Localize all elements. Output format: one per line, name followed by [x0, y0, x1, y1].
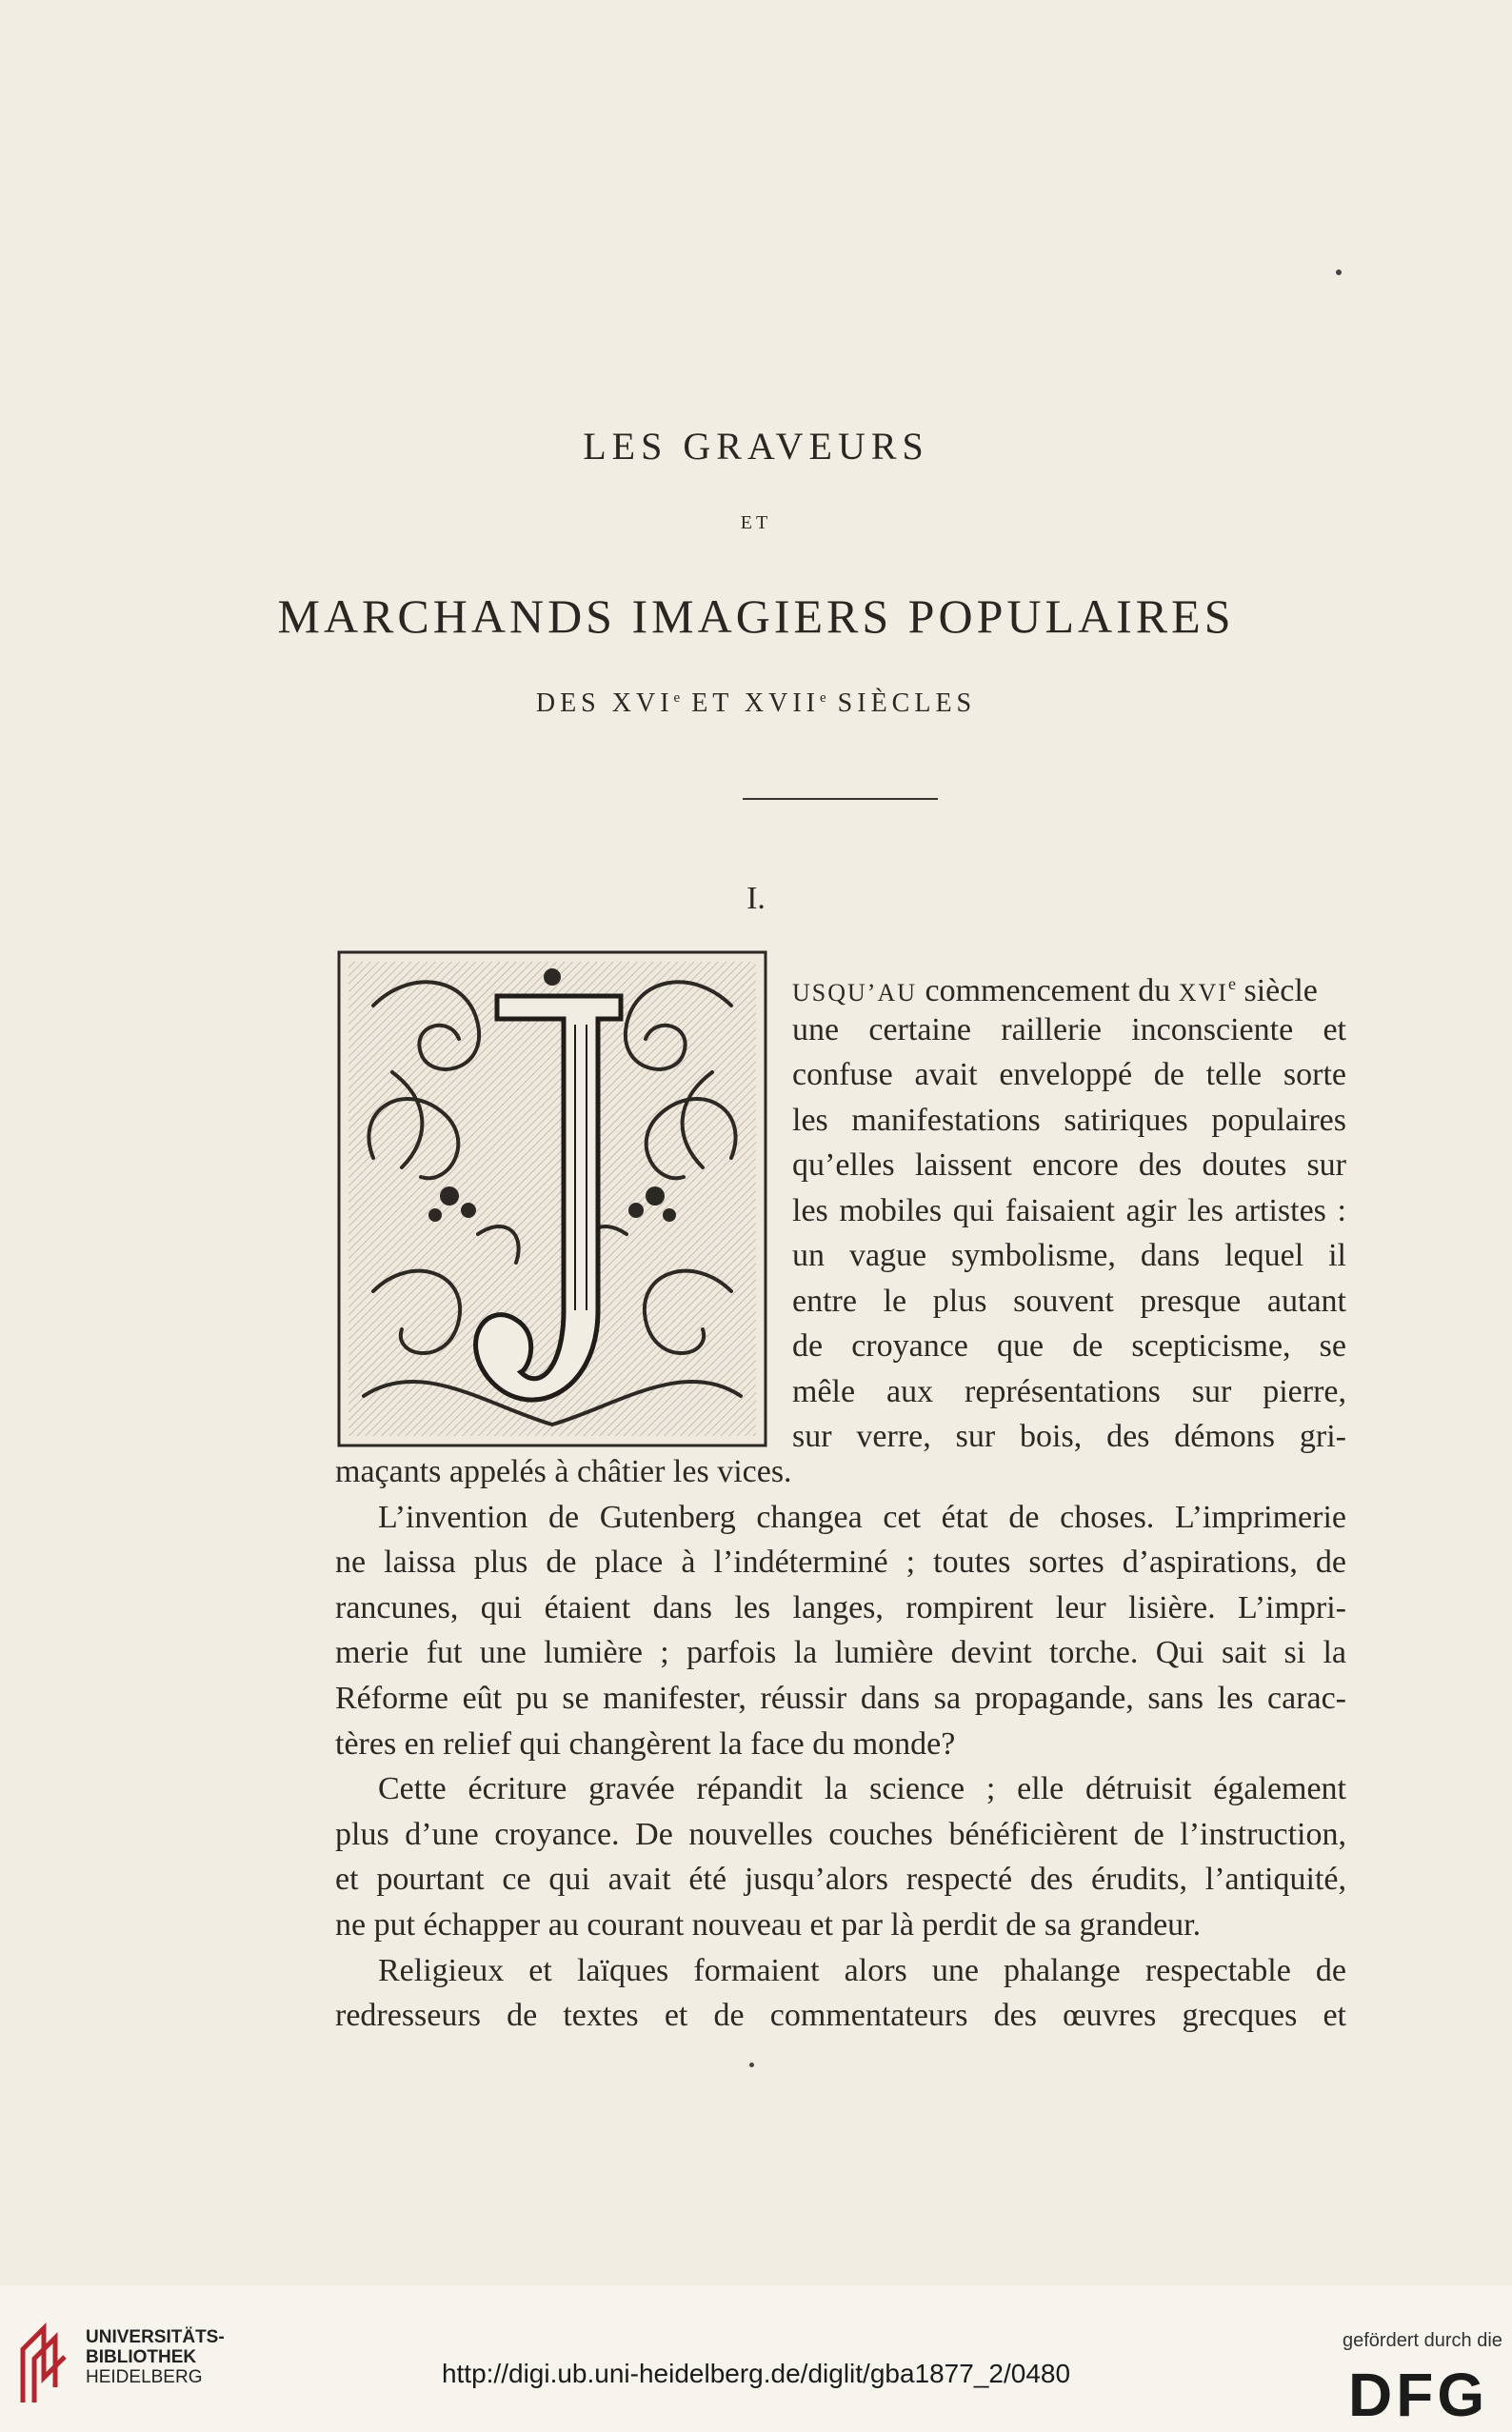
text-line: et pourtant ce qui avait été jusqu’alors respecté des érudits, l’antiquité,: [335, 1862, 1346, 1898]
funding-note: gefördert durch die: [1343, 2330, 1502, 2351]
text-line: USQU’AU commencement du XVIe siècle: [792, 973, 1318, 1007]
text-line: Religieux et laïques formaient alors une phalange respectable de: [378, 1952, 1346, 1988]
text-line: un vague symbolisme, dans lequel il: [792, 1238, 1346, 1273]
opening-paragraph-lead: [792, 962, 1346, 1460]
ornamental-initial-j: [335, 948, 769, 1449]
text-line: confuse avait enveloppé de telle sorte: [792, 1057, 1346, 1092]
title-divider: [743, 798, 938, 800]
text-line: ne put échapper au courant nouveau et par là perdit de sa grandeur.: [335, 1906, 1202, 1943]
text-line: Cette écriture gravée répandit la science ; elle détruisit également: [378, 1771, 1346, 1807]
university-library-name: UNIVERSITÄTS- BIBLIOTHEK HEIDELBERG: [86, 2327, 225, 2387]
text-line: les manifestations satiriques populaires: [792, 1102, 1346, 1138]
dfg-logo: DFG: [1348, 2361, 1489, 2429]
text-line: mêle aux représentations sur pierre,: [792, 1373, 1346, 1409]
scan-speck: [749, 2063, 754, 2067]
text-line: merie fut une lumière ; parfois la lumière devint torche. Qui sait si la: [335, 1635, 1346, 1671]
text-line: L’invention de Gutenberg changea cet état de choses. L’imprimerie: [378, 1499, 1346, 1535]
title-conjunction: ET: [740, 512, 772, 533]
text-line: les mobiles qui faisaient agir les artistes :: [792, 1192, 1346, 1228]
scan-speck: [1336, 269, 1342, 275]
text-line: rancunes, qui étaient dans les langes, rompirent leur lisière. L’impri-: [335, 1589, 1346, 1625]
text-line: maçants appelés à châtier les vices.: [335, 1454, 792, 1489]
text-line: entre le plus souvent presque autant: [792, 1283, 1346, 1319]
text-line: plus d’une croyance. De nouvelles couches bénéficièrent de l’instruction,: [335, 1816, 1346, 1852]
text-line: tères en relief qui changèrent la face du monde?: [335, 1725, 956, 1762]
title-main: MARCHANDS IMAGIERS POPULAIRES: [277, 589, 1235, 643]
text-line: de croyance que de scepticisme, se: [792, 1328, 1346, 1364]
text-line: sur verre, sur bois, des démons gri-: [792, 1419, 1346, 1454]
text-line: ne laissa plus de place à l’indéterminé ; toutes sortes d’aspirations, de: [335, 1545, 1346, 1581]
section-number: I.: [746, 881, 766, 916]
title-subtitle: DES XVIe ET XVIIe SIÈCLES: [535, 688, 977, 718]
title-line-1: LES GRAVEURS: [583, 425, 929, 468]
permalink-url[interactable]: http://digi.ub.uni-heidelberg.de/diglit/gba1877_2/0480: [441, 2359, 1071, 2388]
text-line: redresseurs de textes et de commentateurs des œuvres grecques et: [335, 1998, 1346, 2034]
text-line: Réforme eût pu se manifester, réussir dans sa propagande, sans les carac-: [335, 1680, 1346, 1716]
text-line: qu’elles laissent encore des doutes sur: [792, 1147, 1346, 1183]
text-line: une certaine raillerie inconsciente et: [792, 1011, 1346, 1047]
body-text: [335, 1449, 1346, 2039]
